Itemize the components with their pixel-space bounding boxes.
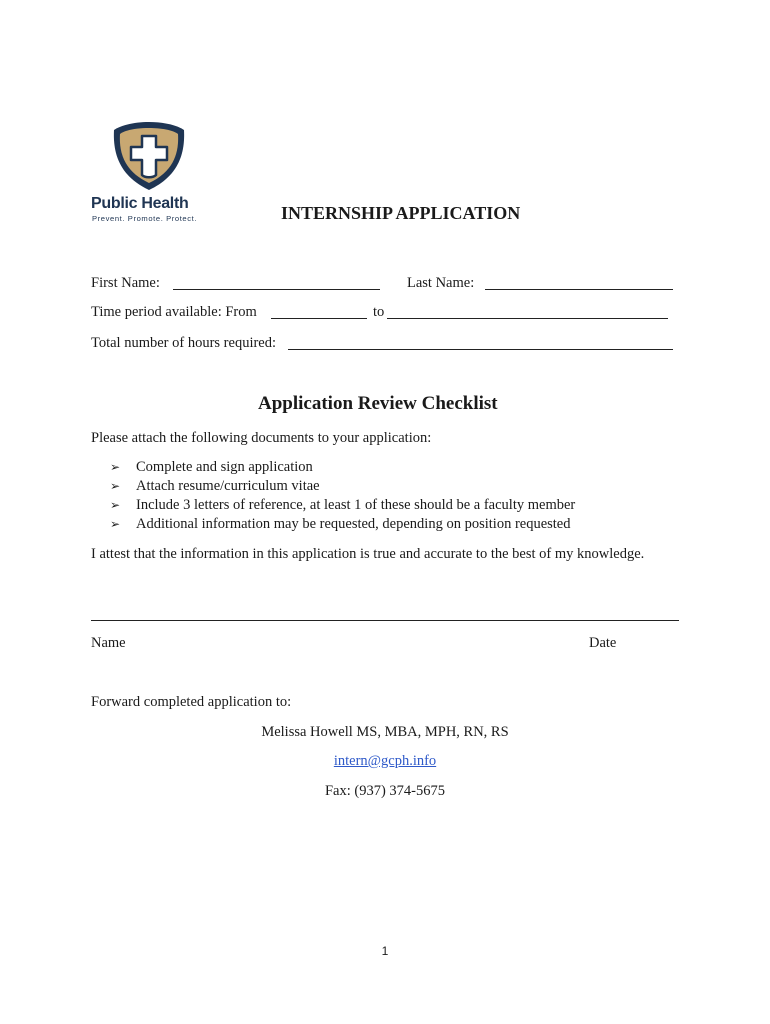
arrow-bullet-icon: ➢	[110, 517, 121, 531]
attest-statement: I attest that the information in this application is true and accurate to the best of my knowledge.	[91, 546, 645, 562]
arrow-bullet-icon: ➢	[110, 460, 121, 474]
logo-name: Public Health	[91, 195, 189, 212]
name-label: Name	[91, 635, 126, 651]
page-title: INTERNSHIP APPLICATION	[281, 203, 521, 223]
time-to-label: to	[373, 304, 385, 320]
logo-tagline: Prevent. Promote. Protect.	[92, 214, 198, 223]
last-name-label: Last Name:	[407, 275, 475, 291]
last-name-field[interactable]	[485, 289, 673, 290]
page-number: 1	[381, 944, 389, 958]
contact-name: Melissa Howell MS, MBA, MPH, RN, RS	[261, 724, 509, 740]
checklist-list	[110, 459, 576, 535]
list-item: ➢ Complete and sign application	[110, 459, 313, 475]
list-item: ➢ Attach resume/curriculum vitae	[110, 478, 320, 494]
time-to-field[interactable]	[387, 318, 668, 319]
first-name-label: First Name:	[91, 275, 160, 291]
list-item: ➢ Include 3 letters of reference, at least 1 of these should be a faculty member	[110, 497, 576, 513]
signature-line[interactable]	[91, 620, 679, 621]
time-period-label: Time period available: From	[91, 304, 257, 320]
forward-label: Forward completed application to:	[91, 694, 292, 710]
hours-field[interactable]	[288, 349, 673, 350]
arrow-bullet-icon: ➢	[110, 498, 121, 512]
logo	[90, 120, 215, 225]
list-item: ➢ Additional information may be requested, depending on position requested	[110, 516, 571, 532]
email-row	[0, 753, 770, 770]
checklist-heading: Application Review Checklist	[258, 393, 498, 414]
email-link[interactable]: intern@gcph.info	[333, 753, 437, 769]
arrow-bullet-icon: ➢	[110, 479, 121, 493]
first-name-field[interactable]	[173, 289, 380, 290]
checklist-intro: Please attach the following documents to your application:	[91, 430, 432, 446]
shield-cross-icon	[111, 120, 187, 192]
hours-label: Total number of hours required:	[91, 335, 277, 351]
date-label: Date	[589, 635, 617, 651]
fax-number: Fax: (937) 374-5675	[324, 783, 445, 799]
time-from-field[interactable]	[271, 318, 367, 319]
